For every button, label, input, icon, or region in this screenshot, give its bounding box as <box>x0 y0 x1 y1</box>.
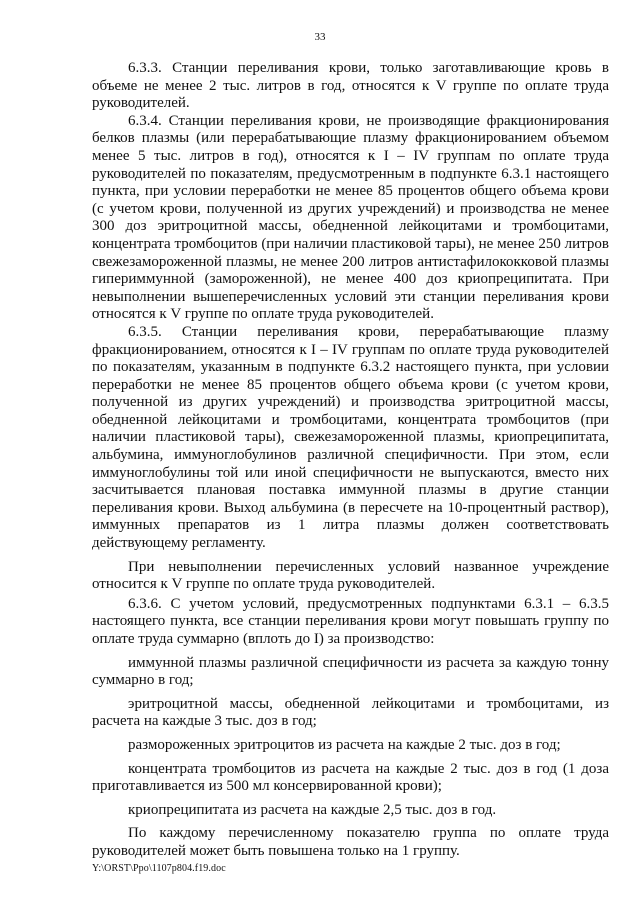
list-item-platelet-concentrate: концентрата тромбоцитов из расчета на каждые 2 тыс. доз в год (1 доза приготавливается из 500 мл консервированной крови); <box>92 760 609 795</box>
paragraph-6-3-3: 6.3.3. Станции переливания крови, только заготавливающие кровь в объеме не менее 2 тыс. литров в год, относятся к V группе по оплате труда руководителей. <box>92 60 609 112</box>
paragraph-non-compliance: При невыполнении перечисленных условий названное учреждение относится к V группе по оплате труда руководителей. <box>92 558 609 593</box>
list-item-cryoprecipitate: криопреципитата из расчета на каждые 2,5 тыс. доз в год. <box>128 801 497 818</box>
paragraph-6-3-4: 6.3.4. Станции переливания крови, не производящие фракционирования белков плазмы (или перерабатывающие плазму фракционированием объемом менее 5 тыс. литров в год), относятся к I – IV группам по оплате труда руководителей по показателям, предусмотренным в подпункте 6.3.1 настоящего пункта, при условии переработки не менее 85 процентов общего объема крови (с учетом крови, полученной из других учреждений) и производства не менее 300 доз эритроцитной массы, обедненной лейкоцитами и тромбоцитами, концентрата тромбоцитов (при наличии пластиковой тары), не менее 250 литров свежезамороженной плазмы, не менее 200 литров антистафилококковой плазмы гипериммунной (замороженной), не менее 400 доз криопреципитата. При невыполнении вышеперечисленных условий эти станции переливания крови относятся к V группе по оплате труда руководителей. <box>92 112 609 323</box>
paragraph-6-3-6: 6.3.6. С учетом условий, предусмотренных подпунктами 6.3.1 – 6.3.5 настоящего пункта, все станции переливания крови могут повышать группу по оплате труда суммарно (вплоть до I) за производство: <box>92 595 609 647</box>
page-number: 33 <box>314 31 326 43</box>
list-item-immune-plasma: иммунной плазмы различной специфичности из расчета за каждую тонну суммарно в год; <box>92 654 609 689</box>
footer-file-path: Y:\ORST\Ppo\1107p804.f19.doc <box>92 863 226 874</box>
paragraph-6-3-5: 6.3.5. Станции переливания крови, перерабатывающие плазму фракционированием, относятся к I – IV группам по оплате труда руководителей по показателям, указанным в подпункте 6.3.2 настоящего пункта, при условии переработки не менее 85 процентов общего объема крови (с учетом крови, полученной из других учреждений) и производства эритроцитной массы, обедненной лейкоцитами и тромбоцитами, концентрата тромбоцитов (при наличии пластиковой тары), свежезамороженной плазмы, криопреципитата, альбумина, иммуноглобулинов различной специфичности. При этом, если иммуноглобулины той или иной специфичности не выпускаются, вместо них засчитывается плановая поставка иммунной плазмы в другие станции переливания крови. Выход альбумина (в пересчете на 10-процентный раствор), иммунных препаратов из 1 литра плазмы должен соответствовать действующему регламенту. <box>92 323 609 552</box>
paragraph-group-increase-limit: По каждому перечисленному показателю группа по оплате труда руководителей может быть повышена только на 1 группу. <box>92 825 609 859</box>
list-item-thawed-erythrocytes: размороженных эритроцитов из расчета на каждые 2 тыс. доз в год; <box>128 736 561 753</box>
list-item-erythrocyte-mass: эритроцитной массы, обедненной лейкоцитами и тромбоцитами, из расчета на каждые 3 тыс. доз в год; <box>92 695 609 730</box>
document-body <box>92 60 609 861</box>
